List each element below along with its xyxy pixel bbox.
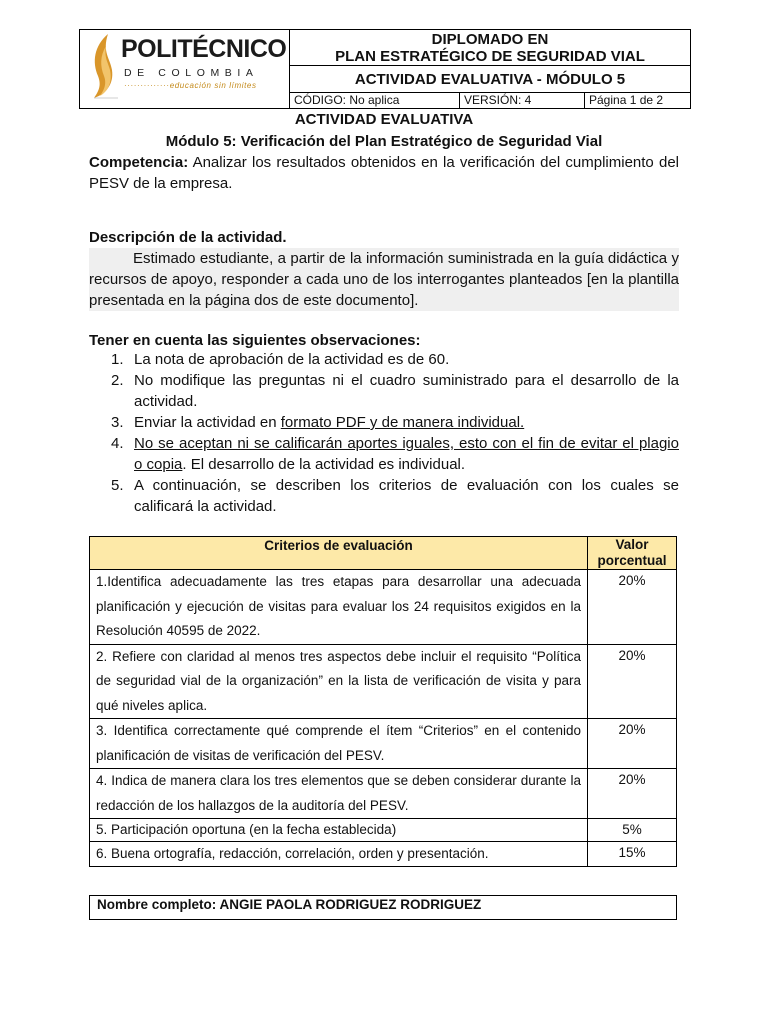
logo <box>80 30 290 108</box>
logo-name: POLITÉCNICO <box>121 35 287 63</box>
module-title: Módulo 5: Verificación del Plan Estratégico de Seguridad Vial <box>165 133 603 150</box>
criteria-header-row <box>90 537 677 570</box>
table-row: 2. Refiere con claridad al menos tres aspectos debe incluir el requisito “Política de seguridad vial de la organización” en la lista de verificación de visita y para qué niveles aplica. 20% <box>90 644 677 719</box>
logo-tagline: ··············educación sin límites <box>124 81 257 90</box>
program-title: DIPLOMADO EN PLAN ESTRATÉGICO DE SEGURIDAD VIAL <box>290 30 690 66</box>
student-name: Nombre completo: ANGIE PAOLA RODRIGUEZ RODRIGUEZ <box>89 895 677 920</box>
logo-subtitle: DE COLOMBIA <box>124 67 259 79</box>
list-item: 5. A continuación, se describen los criterios de evaluación con los cuales se calificará la actividad. <box>111 477 679 515</box>
table-row: 3. Identifica correctamente qué comprende el ítem “Criterios” en el contenido planificación de visitas de verificación del PESV. 20% <box>90 719 677 769</box>
value-header: Valor porcentual <box>588 537 677 570</box>
list-item: 1. La nota de aprobación de la actividad es de 60. <box>111 351 450 368</box>
document-title: ACTIVIDAD EVALUATIVA <box>294 111 474 128</box>
page-label: Página 1 de 2 <box>589 93 664 107</box>
table-row: 5. Participación oportuna (en la fecha establecida) 5% <box>90 819 677 842</box>
code-label: CÓDIGO: No aplica <box>290 93 460 108</box>
descripcion-heading: Descripción de la actividad. <box>89 229 287 246</box>
flame-icon <box>88 32 122 102</box>
descripcion <box>89 227 679 311</box>
observaciones-list <box>89 349 679 517</box>
activity-title: ACTIVIDAD EVALUATIVA - MÓDULO 5 <box>290 66 690 93</box>
list-item: 3. Enviar la actividad en formato PDF y de manera individual. <box>111 414 525 431</box>
document-header <box>79 29 691 109</box>
header-meta <box>290 93 690 108</box>
descripcion-text: Estimado estudiante, a partir de la información suministrada en la guía didáctica y recursos de apoyo, responder a cada uno de los interrogantes planteados [en la plantilla presentada en la página dos de este documento]. <box>89 250 679 309</box>
version-label: VERSIÓN: 4 <box>460 93 585 108</box>
table-row: 1.Identifica adecuadamente las tres etapas para desarrollar una adecuada planificación y ejecución de visitas para evaluar los 24 requisitos exigidos en la Resolución 40595 de 2022. 20% <box>90 570 677 645</box>
table-row: 4. Indica de manera clara los tres elementos que se deben considerar durante la redacción de los hallazgos de la auditoría del PESV. 20% <box>90 769 677 819</box>
criteria-header: Criterios de evaluación <box>90 537 588 570</box>
observaciones-heading: Tener en cuenta las siguientes observaciones: <box>89 332 421 349</box>
list-item: 4. No se aceptan ni se calificarán aportes iguales, esto con el fin de evitar el plagio o copia. El desarrollo de la actividad es individual. <box>111 435 679 473</box>
competencia: Competencia: Analizar los resultados obtenidos en la verificación del cumplimiento del PESV de la empresa. <box>89 154 679 192</box>
list-item: 2. No modifique las preguntas ni el cuadro suministrado para el desarrollo de la actividad. <box>111 372 679 410</box>
table-row: 6. Buena ortografía, redacción, correlación, orden y presentación. 15% <box>90 842 677 867</box>
criteria-table <box>89 536 677 867</box>
